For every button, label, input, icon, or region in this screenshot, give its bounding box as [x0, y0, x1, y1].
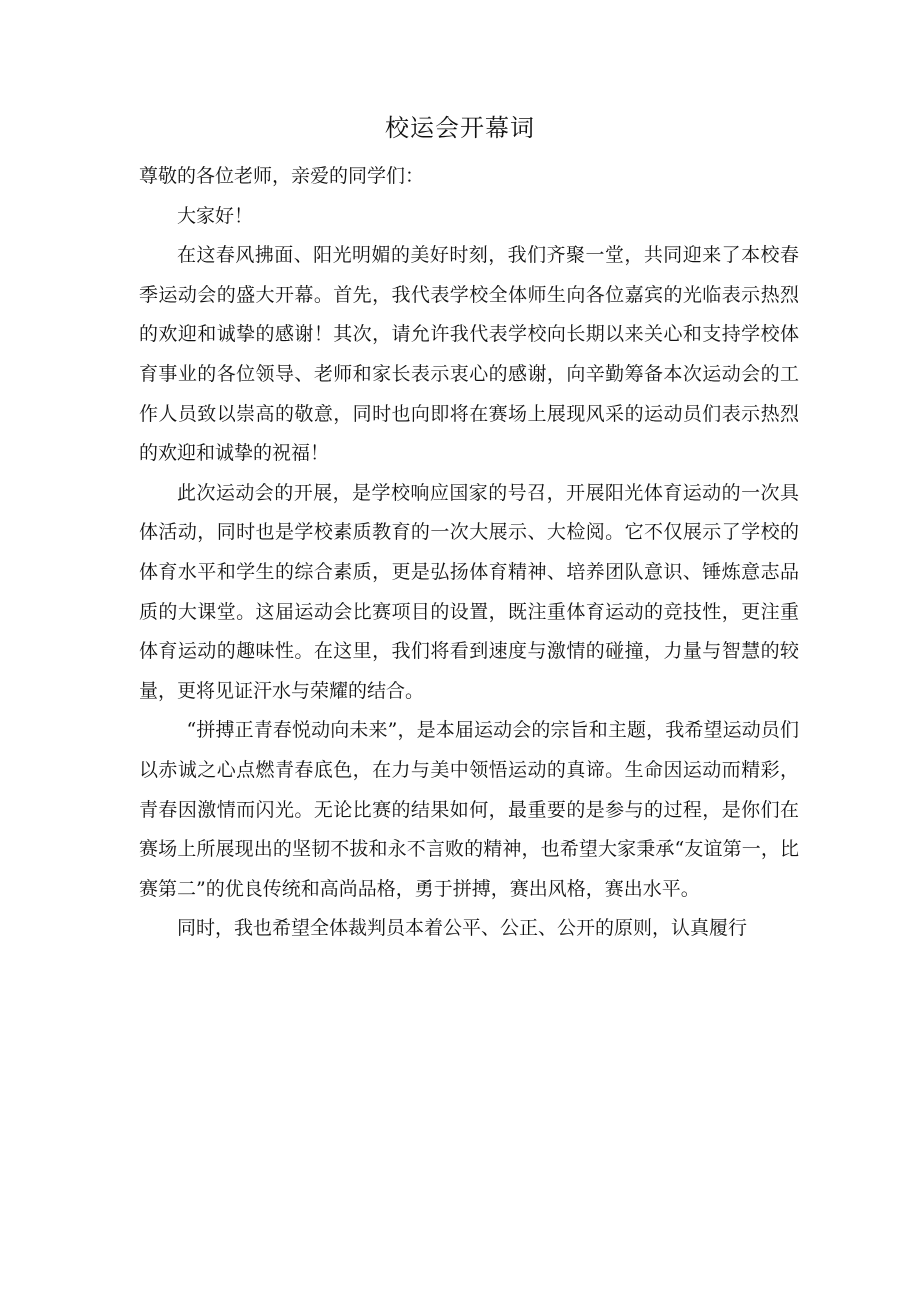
paragraph-theme: “拼搏正青春悦动向未来”，是本届运动会的宗旨和主题，我希望运动员们以赤诚之心点燃青春底色，在力与美中领悟运动的真谛。生命因运动而精彩，青春因激情而闪光。无论比赛的结果如何，最重要的是参与的过程，是你们在赛场上所展现出的坚韧不拔和永不言败的精神，也希望大家秉承“友谊第一，比赛第二”的优良传统和高尚品格，勇于拼搏，赛出风格，赛出水平。 — [139, 719, 799, 900]
document-title: 校运会开幕词 — [385, 114, 535, 142]
paragraph-referees: 同时，我也希望全体裁判员本着公平、公正、公开的原则，认真履行 — [177, 917, 748, 940]
paragraph-greeting: 大家好！ — [177, 204, 254, 227]
paragraph-significance: 此次运动会的开展，是学校响应国家的号召，开展阳光体育运动的一次具体活动，同时也是学校素质教育的一次大展示、大检阅。它不仅展示了学校的体育水平和学生的综合素质，更是弘扬体育精神、培养团队意识、锤炼意志品质的大课堂。这届运动会比赛项目的设置，既注重体育运动的竞技性，更注重体育运动的趣味性。在这里，我们将看到速度与激情的碰撞，力量与智慧的较量，更将见证汗水与荣耀的结合。 — [139, 481, 799, 702]
document-body — [139, 157, 799, 949]
salutation: 尊敬的各位老师，亲爱的同学们： — [139, 165, 425, 187]
paragraph-opening: 在这春风拂面、阳光明媚的美好时刻，我们齐聚一堂，共同迎来了本校春季运动会的盛大开幕。首先，我代表学校全体师生向各位嘉宾的光临表示热烈的欢迎和诚挚的感谢！其次，请允许我代表学校向长期以来关心和支持学校体育事业的各位领导、老师和家长表示衷心的感谢，向辛勤筹备本次运动会的工作人员致以崇高的敬意，同时也向即将在赛场上展现风采的运动员们表示热烈的欢迎和诚挚的祝福！ — [139, 244, 799, 465]
